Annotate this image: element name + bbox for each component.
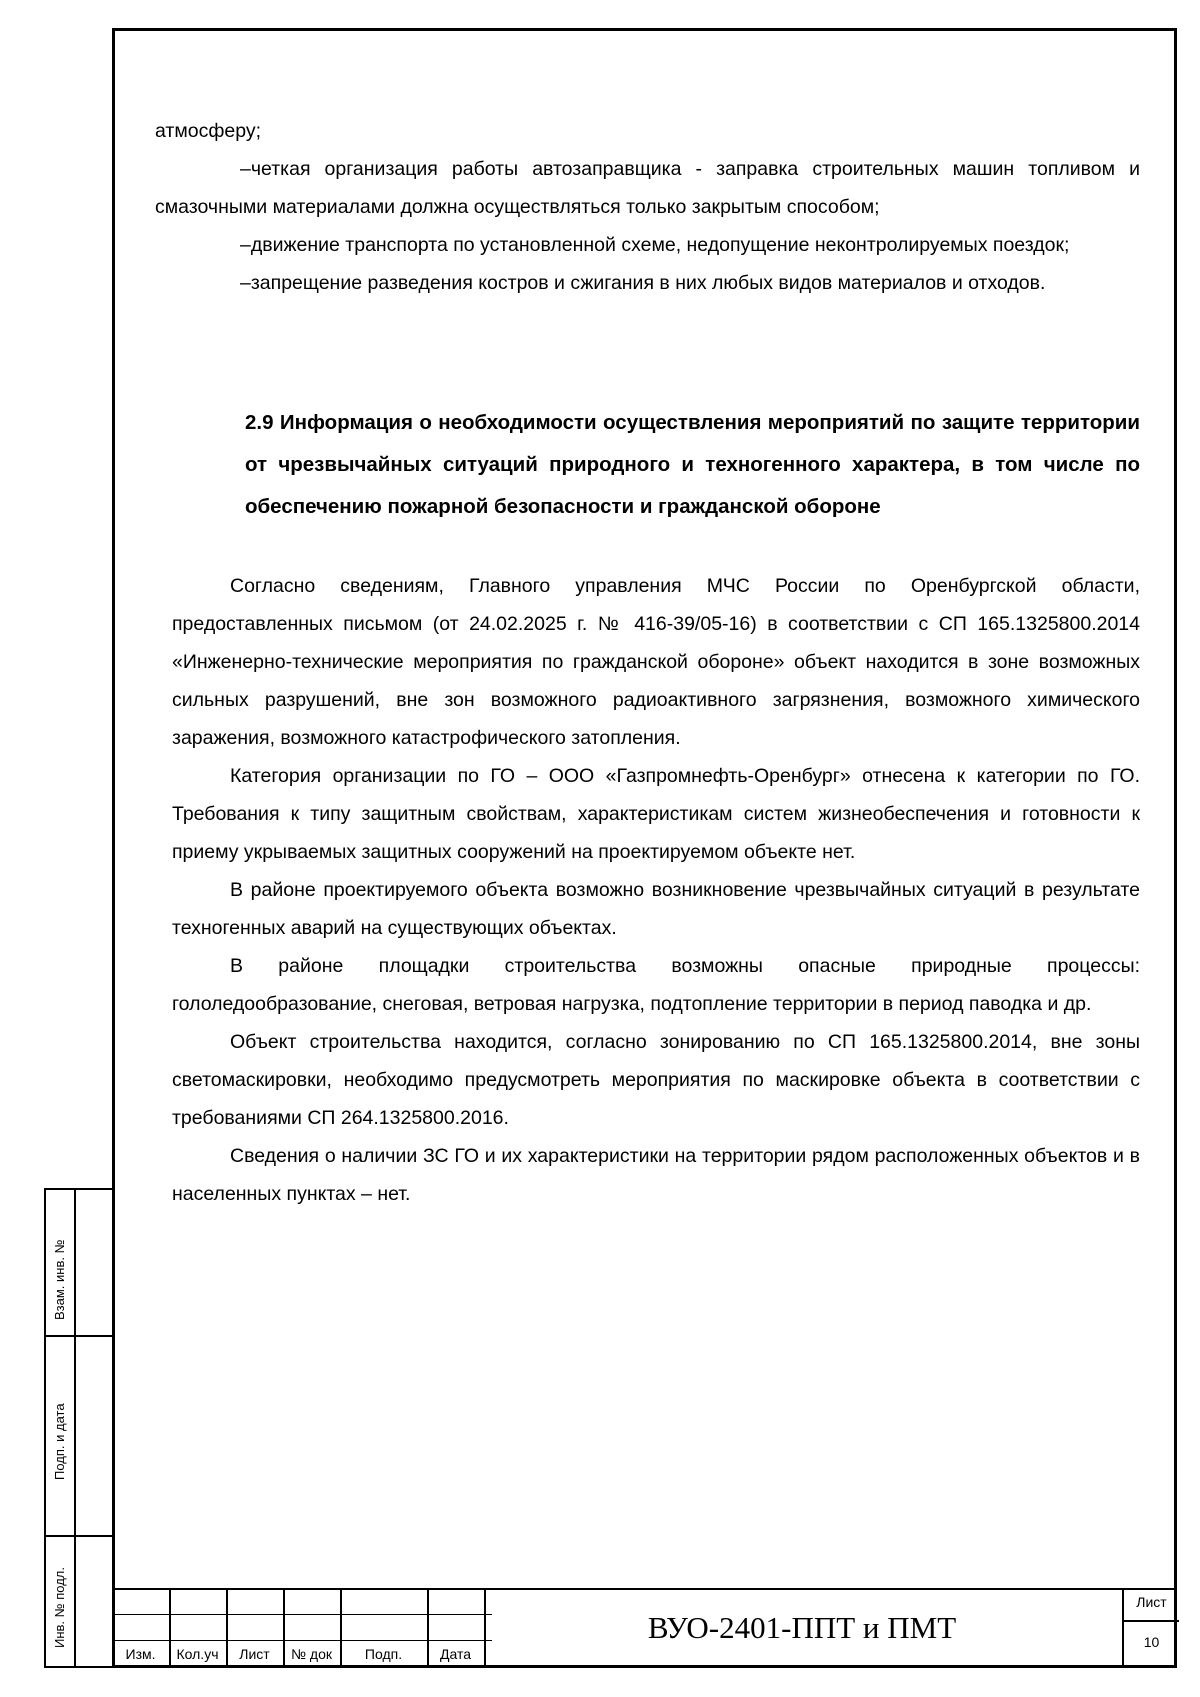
paragraph: атмосферу; bbox=[155, 120, 262, 142]
revision-grid bbox=[112, 1588, 492, 1668]
list-item: –движение транспорта по установленной схеме, недопущение неконтролируемых поездок; bbox=[240, 234, 1070, 256]
paragraph: Категория организации по ГО – ООО «Газпромнефть-Оренбург» отнесена к категории по ГО. Требования к типу защитным свойствам, характеристикам систем жизнеобеспечения и готовности к приему укрываемых защитных сооружений на проектируемом объекте нет. bbox=[172, 765, 1140, 863]
podp-label: Подп. и дата bbox=[52, 1403, 67, 1480]
body-text bbox=[172, 567, 1140, 1213]
podp-col-label: Подп. bbox=[364, 1646, 403, 1662]
side-stamp bbox=[44, 1188, 112, 1668]
paragraph: В районе площадки строительства возможны опасные природные процессы: гололедообразование, снеговая, ветровая нагрузка, подтопление территории в период паводка и др. bbox=[172, 955, 1140, 1015]
sheet-box bbox=[1122, 1588, 1179, 1668]
title-block-top-line bbox=[112, 1588, 1177, 1590]
list-item: –четкая организация работы автозаправщика - заправка строительных машин топливом и смазочными материалами должна осуществляться только закрытым способом; bbox=[155, 158, 1140, 218]
title-block bbox=[112, 1588, 1177, 1668]
top-text bbox=[155, 112, 1140, 302]
izm-label: Изм. bbox=[125, 1646, 156, 1662]
kolouch-label: Кол.уч bbox=[176, 1646, 219, 1662]
paragraph: Сведения о наличии ЗС ГО и их характеристики на территории рядом расположенных объектов и в населенных пунктах – нет. bbox=[172, 1145, 1140, 1205]
inv-label: Инв. № подл. bbox=[52, 1567, 67, 1648]
section-heading: 2.9 Информация о необходимости осуществления мероприятий по защите территории от чрезвычайных ситуаций природного и техногенного характера, в том числе по обеспечению пожарной безопасности и гражданской обороне bbox=[245, 411, 1140, 518]
document-code: ВУО-2401-ППТ и ПМТ bbox=[647, 1610, 957, 1645]
vzam-label: Взам. инв. № bbox=[52, 1239, 67, 1320]
paragraph: В районе проектируемого объекта возможно возникновение чрезвычайных ситуаций в результате техногенных аварий на существующих объектах. bbox=[172, 879, 1140, 939]
list-label: Лист bbox=[239, 1646, 270, 1662]
list-item: –запрещение разведения костров и сжигания в них любых видов материалов и отходов. bbox=[240, 272, 1046, 294]
date-label: Дата bbox=[439, 1646, 471, 1662]
paragraph: Объект строительства находится, согласно зонированию по СП 165.1325800.2014, вне зоны светомаскировки, необходимо предусмотреть мероприятия по маскировке объекта в соответствии с требованиями СП 264.1325800.2016. bbox=[172, 1031, 1140, 1129]
sheet-number: 10 bbox=[1143, 1634, 1160, 1650]
sheet-label: Лист bbox=[1136, 1594, 1167, 1610]
paragraph: Согласно сведениям, Главного управления МЧС России по Оренбургской области, предоставленных письмом (от 24.02.2025 г. № 416-39/05-16) в соответствии с СП 165.1325800.2014 «Инженерно-технические мероприятия по гражданской обороне» объект находится в зоне возможных сильных разрушений, вне зон возможного радиоактивного загрязнения, возможного химического заражения, возможного катастрофического затопления. bbox=[172, 575, 1140, 749]
ndoc-label: № док bbox=[291, 1646, 332, 1662]
